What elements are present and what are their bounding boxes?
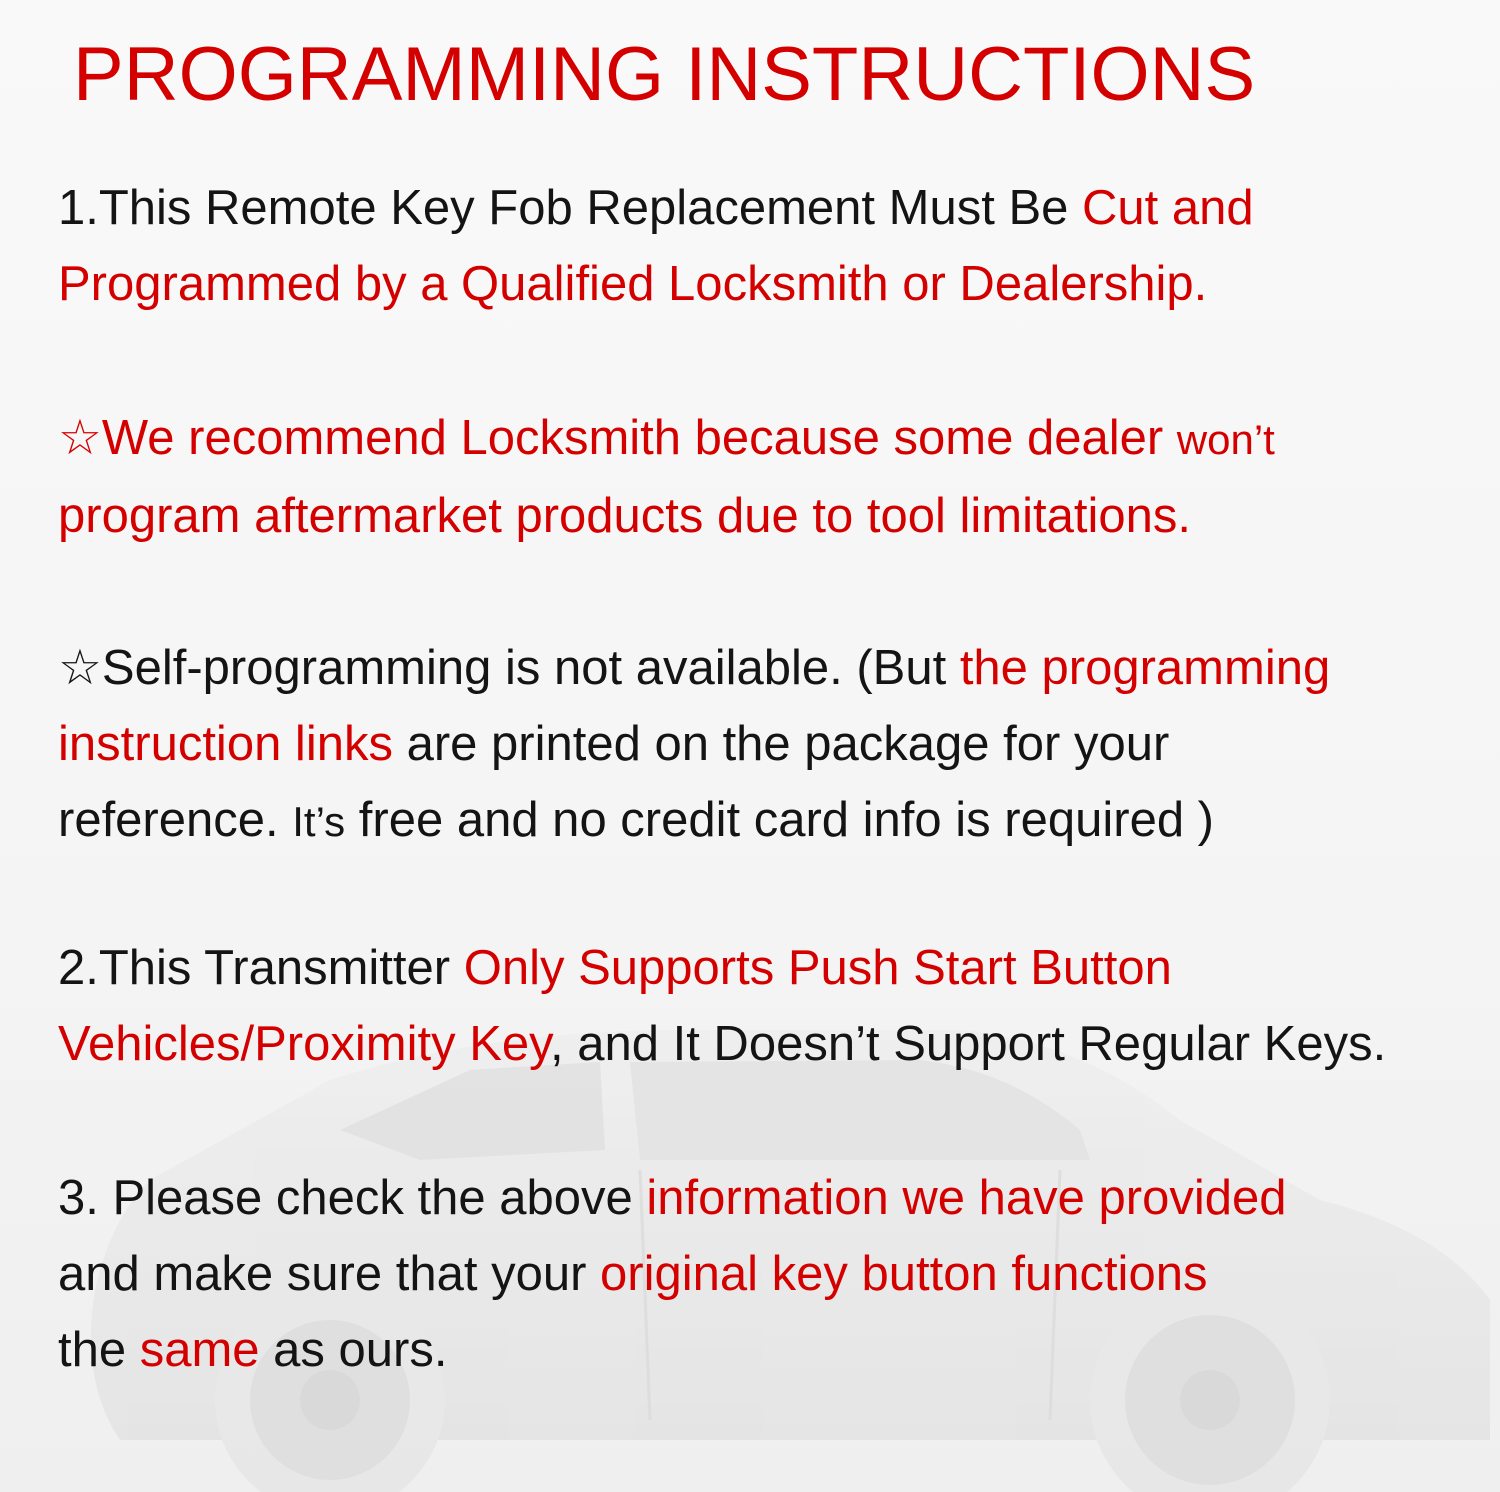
self-programming-line-3	[58, 782, 1330, 860]
highlight-segment: instruction links	[58, 717, 393, 771]
text-segment: , and It Doesn’t Support Regular Keys.	[550, 1017, 1387, 1071]
text-segment-small: It’s	[292, 798, 346, 845]
self-programming-line-1	[58, 630, 1330, 706]
highlight-segment: same	[139, 1323, 260, 1377]
instruction-1	[58, 170, 1254, 322]
instruction-2	[58, 930, 1386, 1082]
text-segment: 1.This Remote Key Fob Replacement Must Be	[58, 181, 1082, 235]
text-segment: as ours.	[259, 1323, 448, 1377]
highlight-segment: original key button functions	[600, 1247, 1208, 1301]
instruction-3-line-3	[58, 1312, 1286, 1388]
recommendation-line-1	[58, 400, 1275, 478]
highlight-segment: the programming	[959, 641, 1331, 695]
text-segment: and make sure that your	[58, 1247, 601, 1301]
text-segment: free and no credit card info is required )	[345, 793, 1214, 847]
highlight-segment: Only Supports Push Start Button	[463, 941, 1172, 995]
self-programming-note	[58, 630, 1330, 860]
recommendation-note	[58, 400, 1275, 554]
instruction-3-line-2	[58, 1236, 1286, 1312]
instruction-3	[58, 1160, 1286, 1388]
highlight-segment: Cut and	[1082, 181, 1254, 235]
recommendation-line-2: program aftermarket products due to tool limitations.	[58, 489, 1191, 543]
instruction-3-line-1	[58, 1160, 1286, 1236]
highlight-segment: information we have provided	[646, 1171, 1287, 1225]
instruction-2-line-1	[58, 930, 1386, 1006]
text-segment: the	[58, 1323, 140, 1377]
text-segment: are printed on the package for your	[392, 717, 1170, 771]
page-title: PROGRAMMING INSTRUCTIONS	[73, 32, 1256, 117]
highlight-segment: ☆We recommend Locksmith because some dealer	[58, 411, 1177, 465]
text-segment: reference.	[58, 793, 293, 847]
highlight-segment: Vehicles/Proximity Key	[58, 1017, 550, 1071]
instruction-2-line-2	[58, 1006, 1386, 1082]
highlight-segment-small: won’t	[1176, 416, 1275, 463]
instruction-1-line-1	[58, 170, 1254, 246]
instruction-1-line-2: Programmed by a Qualified Locksmith or Dealership.	[58, 257, 1208, 311]
text-segment: 3. Please check the above	[58, 1171, 647, 1225]
text-segment: ☆Self-programming is not available. (But	[58, 641, 960, 695]
self-programming-line-2	[58, 706, 1330, 782]
text-segment: 2.This Transmitter	[58, 941, 464, 995]
